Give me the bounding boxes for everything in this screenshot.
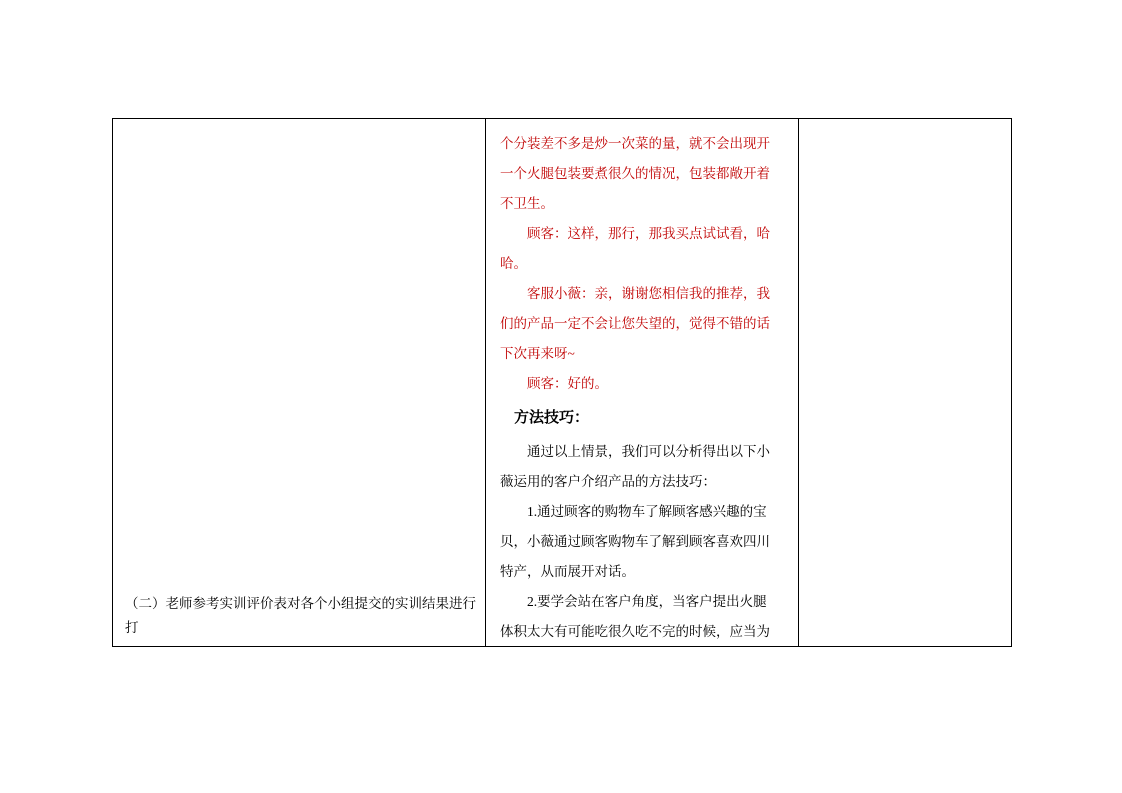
- content-table: [112, 118, 1012, 647]
- body-line: 特产，从而展开对话。: [500, 564, 635, 579]
- dialogue-line: 们的产品一定不会让您失望的，觉得不错的话: [500, 316, 770, 331]
- table-cell-middle: [486, 119, 799, 647]
- body-line: 1.通过顾客的购物车了解顾客感兴趣的宝: [527, 504, 767, 519]
- body-line: 通过以上情景，我们可以分析得出以下小: [527, 444, 770, 459]
- body-line: 薇运用的客户介绍产品的方法技巧：: [500, 474, 716, 489]
- table-cell-left: [113, 119, 486, 647]
- table-cell-right: [799, 119, 1012, 647]
- dialogue-line: 顾客：这样，那行，那我买点试试看，哈: [527, 226, 770, 241]
- dialogue-line: 顾客：好的。: [527, 376, 608, 391]
- left-cell-content: [113, 119, 485, 646]
- dialogue-line: 一个火腿包装要煮很久的情况，包装都敞开着: [500, 166, 770, 181]
- table-row: [113, 119, 1012, 647]
- body-line: 贝，小薇通过顾客购物车了解到顾客喜欢四川: [500, 534, 770, 549]
- right-cell-content: [799, 119, 1011, 646]
- dialogue-line: 不卫生。: [500, 196, 554, 211]
- middle-cell-content: [486, 119, 798, 646]
- body-line: 体积太大有可能吃很久吃不完的时候，应当为: [500, 624, 770, 639]
- dialogue-line: 下次再来呀~: [500, 346, 575, 361]
- dialogue-line: 客服小薇：亲，谢谢您相信我的推荐，我: [527, 286, 770, 301]
- dialogue-line: 个分装差不多是炒一次菜的量，就不会出现开: [500, 136, 770, 151]
- left-cell-bottom-text: （二）老师参考实训评价表对各个小组提交的实训结果进行打: [125, 596, 476, 635]
- section-heading: 方法技巧：: [514, 409, 590, 426]
- dialogue-line: 哈。: [500, 256, 527, 271]
- body-line: 2.要学会站在客户角度，当客户提出火腿: [527, 594, 767, 609]
